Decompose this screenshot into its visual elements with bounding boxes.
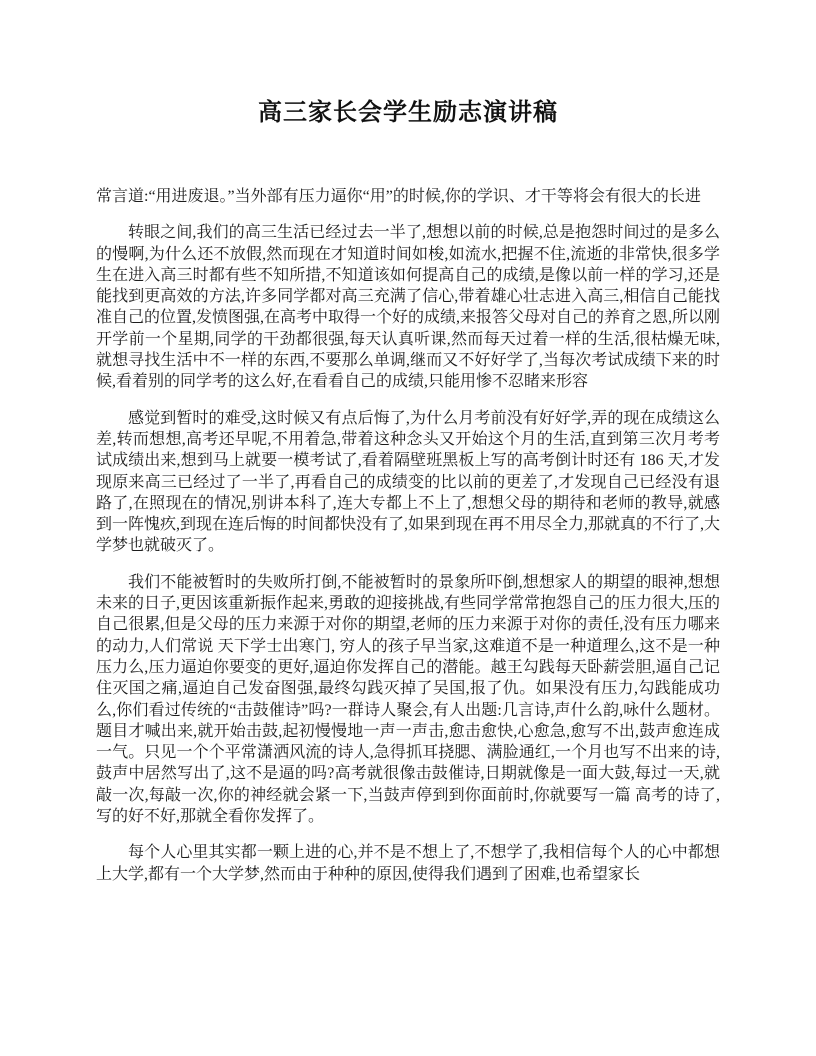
paragraph-intro: 常言道:“用进废退。”当外部有压力逼你“用”的时候,你的学识、才干等将会有很大的长进: [96, 188, 701, 205]
paragraph-1: 转眼之间,我们的高三生活已经过去一半了,想想以前的时候,总是抱怨时间过的是多么的慢啊,为什么还不放假,然而现在才知道时间如梭,如流水,把握不住,流逝的非常快,很多学生在进入高三时都有些不知所措,不知道该如何提高自己的成绩,是像以前一样的学习,还是能找到更高效的方法,许多同学都对高三充满了信心,带着雄心壮志进入高三,相信自己能找准自己的位置,发愤图强,在高考中取得一个好的成绩,来报答父母对自己的养育之恩,所以刚开学前一个星期,同学的干劲都很强,每天认真听课,然而每天过着一样的生活,很枯燥无味,就想寻找生活中不一样的东西,不要那么单调,继而又不好好学了,当每次考试成绩下来的时候,看着别的同学考的这么好,在看看自己的成绩,只能用惨不忍睹来形容: [96, 224, 721, 391]
paragraph-3: 我们不能被暂时的失败所打倒,不能被暂时的景象所吓倒,想想家人的期望的眼神,想想未来的日子,更因该重新振作起来,勇敢的迎接挑战,有些同学常常抱怨自己的压力很大,压的自己很累,但是父母的压力来源于对你的期望,老师的压力来源于对你的责任,没有压力哪来的动力,人们常说 天下学士出寒门, 穷人的孩子早当家,这难道不是一种道理么,这不是一种压力么,压力逼迫你要变的更好,逼迫你发挥自己的潜能。越王勾践每天卧薪尝胆,逼自己记住灭国之痛,逼迫自己发奋图强,最终勾践灭掉了吴国,报了仇。如果没有压力,勾践能成功么,你们看过传统的“击鼓催诗”吗?一群诗人聚会,有人出题:几言诗,声什么韵,咏什么题材。题目才喊出来,就开始击鼓,起初慢慢地一声一声击,愈击愈快,心愈急,愈写不出,鼓声愈连成一气。只见一个个平常潇洒风流的诗人,急得抓耳挠腮、满脸通红,一个月也写不出来的诗,鼓声中居然写出了,这不是逼的吗?高考就很像击鼓催诗,日期就像是一面大鼓,每过一天,就敲一次,每敲一次,你的神经就会紧一下,当鼓声停到到你面前时,你就要写一篇 高考的诗了,写的好不好,那就全看你发挥了。: [96, 573, 721, 826]
paragraph-4: 每个人心里其实都一颗上进的心,并不是不想上了,不想学了,我相信每个人的心中都想上大学,都有一个大学梦,然而由于种种的原因,使得我们遇到了困难,也希望家长: [96, 844, 720, 883]
paragraph-2: 感觉到暂时的难受,这时候又有点后悔了,为什么月考前没有好好学,弄的现在成绩这么差,转而想想,高考还早呢,不用着急,带着这种念头又开始这个月的生活,直到第三次月考考试成绩出来,想到马上就要一模考试了,看着隔壁班黑板上写的高考倒计时还有 186 天,才发现原来高三已经过了一半了,再看自己的成绩变的比以前的更差了,才发现自己已经没有退路了,在照现在的情况,别讲本科了,连大专都上不上了,想想父母的期待和老师的教导,就感到一阵愧疚,到现在连后悔的时间都快没有了,如果到现在再不用尽全力,那就真的不行了,大学梦也就破灭了。: [96, 409, 721, 555]
document-body: [96, 186, 720, 885]
document-title: 高三家长会学生励志演讲稿: [258, 100, 558, 126]
